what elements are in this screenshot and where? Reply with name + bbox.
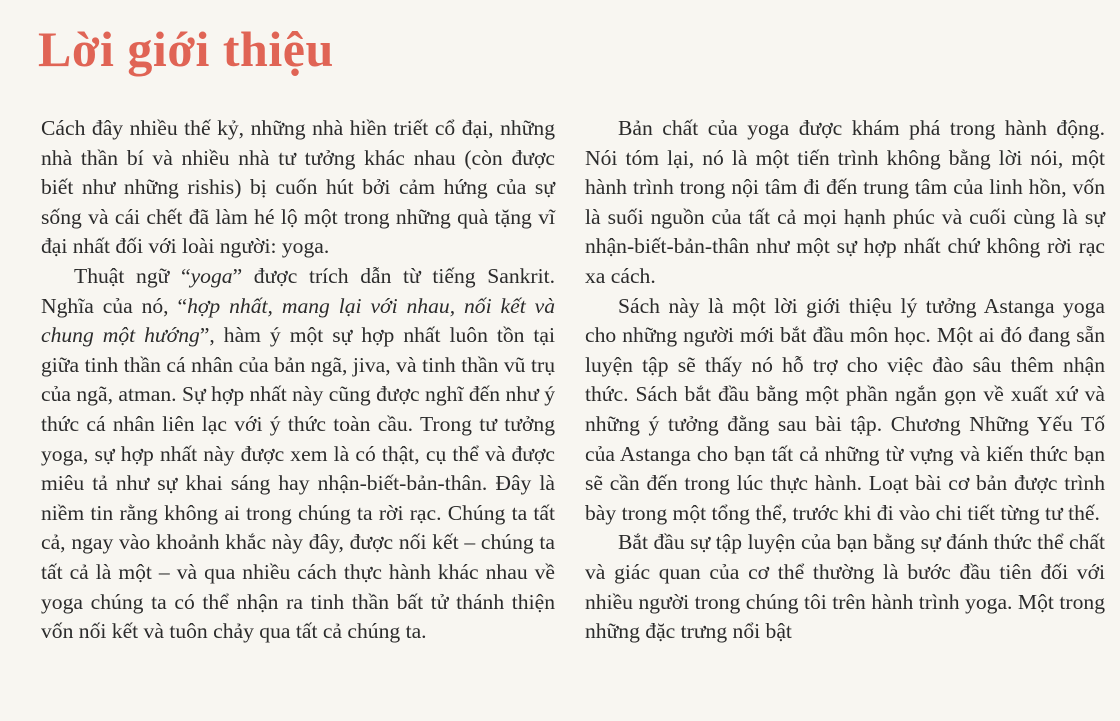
text-run: Thuật ngữ “ — [74, 263, 191, 288]
term-meaning: hợp nhất, mang lại với nhau, nối kết và chung một hướng — [41, 293, 555, 348]
paragraph-essence: Bản chất của yoga được khám phá trong hành động. Nói tóm lại, nó là một tiến trình không bằng lời nói, một hành trình trong nội tâm đi đến trung tâm của linh hồn, vốn là suối nguồn của tất cả mọi hạnh phúc và cuối cùng là sự nhận-biết-bản-thân như một sự hợp nhất chứ không rời rạc xa cách. — [585, 116, 1105, 288]
page-title: Lời giới thiệu — [38, 21, 334, 77]
paragraph-intro: Cách đây nhiều thế kỷ, những nhà hiền triết cổ đại, những nhà thần bí và nhiều nhà tư tưởng khác nhau (còn được biết như những rishis) bị cuốn hút bởi cảm hứng của sự sống và cái chết đã làm hé lộ một trong những quà tặng vĩ đại nhất đối với loài người: yoga. — [41, 116, 555, 259]
text-run: ”, hàm ý một sự hợp nhất luôn tồn tại giữa tinh thần cá nhân của bản ngã, jiva, và tinh thần vũ trụ của ngã, atman. Sự hợp nhất này cũng được nghĩ đến như ý thức cá nhân liên lạc với ý thức toàn cầu. Trong tư tưởng yoga, sự hợp nhất này được xem là có thật, cụ thể và được miêu tả như sự khai sáng hay nhận-biết-bản-thân. Đây là niềm tin rằng không ai trong chúng ta rời rạc. Chúng ta tất cả, ngay vào khoảnh khắc này đây, được nối kết – chúng ta tất cả là một – và qua nhiều cách thực hành khác nhau về yoga chúng ta có thể nhận ra tinh thần bất tử thánh thiện vốn nối kết và tuôn chảy qua tất cả chúng ta. — [41, 323, 556, 644]
paragraph-book-intro: Sách này là một lời giới thiệu lý tưởng Astanga yoga cho những người mới bắt đầu môn học. Một ai đó đang sẵn luyện tập sẽ thấy nó hỗ trợ cho việc đào sâu thêm nhận thức. Sách bắt đầu bằng một phần ngắn gọn về xuất xứ và những ý tưởng đằng sau bài tập. Chương Những Yếu Tố của Astanga cho bạn tất cả những từ vựng và kiến thức bạn sẽ cần đến trong lúc thực hành. Loạt bài cơ bản được trình bày trong một tổng thể, trước khi đi vào chi tiết từng tư thế. — [585, 293, 1105, 525]
term-yoga: yoga — [190, 263, 233, 288]
left-column — [41, 114, 555, 647]
right-column — [585, 114, 1105, 647]
text-run: ” được trích dẫn từ tiếng Sankrit. Nghĩa của nó, “ — [41, 263, 556, 318]
paragraph-term-yoga — [41, 262, 555, 647]
paragraph-practice: Bắt đầu sự tập luyện của bạn bằng sự đánh thức thể chất và giác quan của cơ thể thường là bước đầu tiên đối với nhiều người trong chúng tôi trên hành trình yoga. Một trong những đặc trưng nổi bật — [585, 530, 1105, 644]
